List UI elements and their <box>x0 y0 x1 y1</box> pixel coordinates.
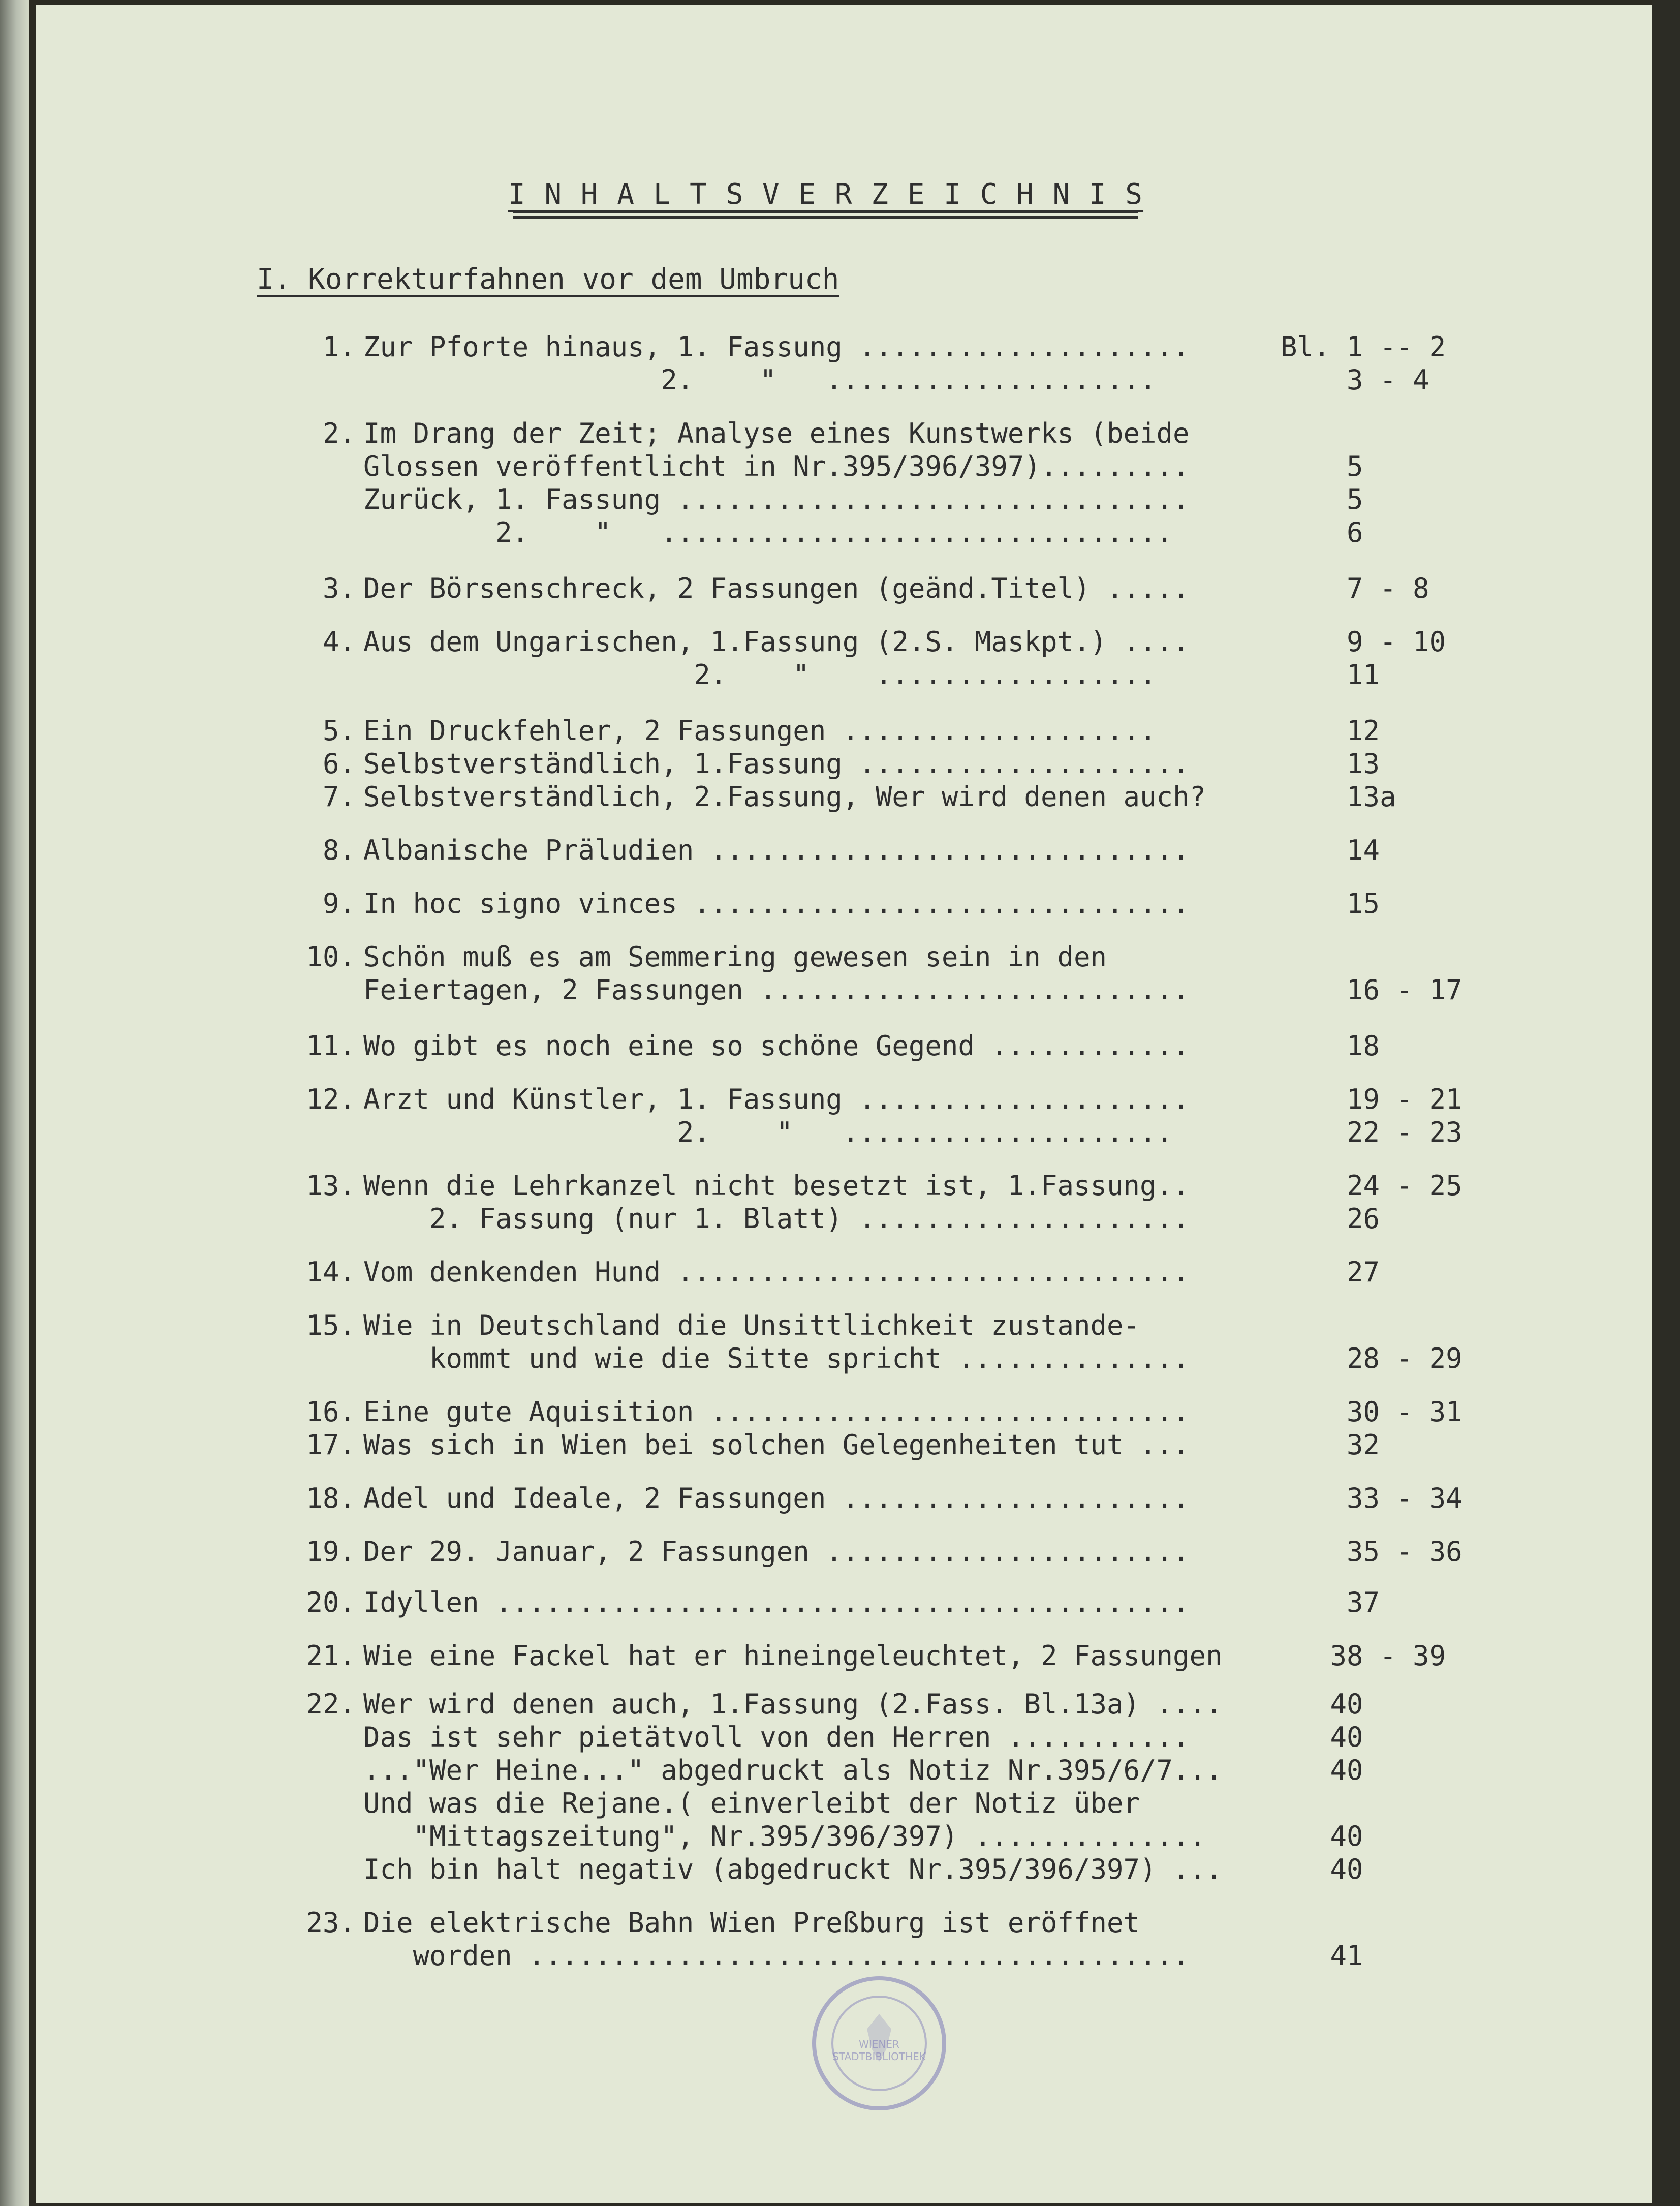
toc-entry-number: 2. <box>322 417 356 449</box>
toc-entry-number: 17. <box>306 1429 356 1461</box>
toc-entry-pages: 5 <box>1281 450 1363 482</box>
toc-entry-pages: 40 <box>1281 1721 1363 1753</box>
toc-entry-number: 3. <box>322 572 356 604</box>
toc-entry-title: Zur Pforte hinaus, 1. Fassung .................... <box>363 331 1190 363</box>
toc-entry-number: 11. <box>306 1030 356 1062</box>
toc-entry-number: 18. <box>306 1482 356 1514</box>
toc-entry-number: 22. <box>306 1688 356 1720</box>
toc-entry-title: Schön muß es am Semmering gewesen sein in den <box>363 941 1107 973</box>
stamp-legend: WIENER STADTBIBLIOTHEK <box>832 2038 926 2063</box>
toc-entry-pages: 18 <box>1281 1030 1380 1062</box>
toc-entry-pages: 3 - 4 <box>1281 364 1429 396</box>
toc-entry-pages: 38 - 39 <box>1281 1640 1446 1672</box>
toc-entry-number: 16. <box>306 1396 356 1428</box>
toc-entry-pages: 40 <box>1281 1754 1363 1786</box>
toc-entry-pages: 12 <box>1281 715 1380 747</box>
toc-entry-title: 2. " .................... <box>363 1116 1173 1148</box>
toc-entry-number: 7. <box>322 781 356 813</box>
toc-entry-number: 20. <box>306 1586 356 1618</box>
toc-entry-title: In hoc signo vinces .............................. <box>363 887 1190 920</box>
toc-entry-pages: 9 - 10 <box>1281 626 1446 658</box>
toc-entry-title: worden ........................................ <box>363 1940 1190 1972</box>
toc-entry-title: Vom denkenden Hund ............................... <box>363 1256 1190 1288</box>
toc-entry-title: Arzt und Künstler, 1. Fassung .................... <box>363 1083 1190 1115</box>
toc-entry-pages: 41 <box>1281 1940 1363 1972</box>
toc-entry-title: Ich bin halt negativ (abgedruckt Nr.395/396/397) ... <box>363 1853 1223 1885</box>
toc-entry-pages: 33 - 34 <box>1281 1482 1463 1514</box>
toc-entry-pages: 40 <box>1281 1688 1363 1720</box>
toc-entry-number: 10. <box>306 941 356 973</box>
toc-entry-pages: 28 - 29 <box>1281 1342 1463 1374</box>
toc-entry-number: 13. <box>306 1170 356 1202</box>
toc-entry-title: 2. " ................. <box>363 659 1157 691</box>
toc-entry-pages: 32 <box>1281 1429 1380 1461</box>
document-title: I N H A L T S V E R Z E I C H N I S <box>508 178 1144 211</box>
title-double-rule <box>513 211 1138 220</box>
toc-entry-title: "Mittagszeitung", Nr.395/396/397) .............. <box>363 1820 1206 1852</box>
toc-entry-title: Der 29. Januar, 2 Fassungen ...................... <box>363 1536 1190 1568</box>
toc-entry-pages: 6 <box>1281 516 1363 548</box>
toc-entry-title: 2. Fassung (nur 1. Blatt) .................... <box>363 1203 1190 1235</box>
toc-entry-pages: 13 <box>1281 748 1380 780</box>
toc-entry-title: Das ist sehr pietätvoll von den Herren ........... <box>363 1721 1190 1753</box>
toc-entry-title: Im Drang der Zeit; Analyse eines Kunstwerks (beide <box>363 417 1190 449</box>
toc-entry-pages: 40 <box>1281 1853 1363 1885</box>
toc-entry-pages: 26 <box>1281 1203 1380 1235</box>
toc-entry-pages: 11 <box>1281 659 1380 691</box>
toc-entry-title: Feiertagen, 2 Fassungen .......................... <box>363 974 1190 1006</box>
toc-entry-number: 4. <box>322 626 356 658</box>
toc-entry-title: Aus dem Ungarischen, 1.Fassung (2.S. Maskpt.) .... <box>363 626 1190 658</box>
toc-entry-title: Idyllen .......................................... <box>363 1586 1190 1618</box>
toc-entry-pages: 16 - 17 <box>1281 974 1463 1006</box>
toc-entry-pages: 15 <box>1281 887 1380 920</box>
toc-entry-pages: 27 <box>1281 1256 1380 1288</box>
toc-entry-title: kommt und wie die Sitte spricht .............. <box>363 1342 1190 1374</box>
toc-entry-pages: 24 - 25 <box>1281 1170 1463 1202</box>
toc-entry-pages: 14 <box>1281 834 1380 866</box>
toc-entry-number: 15. <box>306 1309 356 1341</box>
toc-entry-pages: 35 - 36 <box>1281 1536 1463 1568</box>
toc-entry-title: Ein Druckfehler, 2 Fassungen ................... <box>363 715 1157 747</box>
toc-entry-pages: 13a <box>1281 781 1396 813</box>
toc-entry-title: Glossen veröffentlicht in Nr.395/396/397)......... <box>363 450 1190 482</box>
page-edge <box>1652 0 1680 2206</box>
toc-entry-title: Und was die Rejane.( einverleibt der Notiz über <box>363 1787 1140 1819</box>
toc-entry-title: Wie in Deutschland die Unsittlichkeit zustande- <box>363 1309 1140 1341</box>
toc-entry-pages: 22 - 23 <box>1281 1116 1463 1148</box>
toc-entry-title: Was sich in Wien bei solchen Gelegenheiten tut ... <box>363 1429 1190 1461</box>
toc-entry-number: 21. <box>306 1640 356 1672</box>
toc-entry-number: 5. <box>322 715 356 747</box>
toc-entry-title: Eine gute Aquisition ............................. <box>363 1396 1190 1428</box>
toc-entry-number: 23. <box>306 1907 356 1939</box>
toc-entry-title: Selbstverständlich, 1.Fassung .................... <box>363 748 1190 780</box>
toc-entry-title: Wo gibt es noch eine so schöne Gegend ............ <box>363 1030 1190 1062</box>
toc-entry-title: ..."Wer Heine..." abgedruckt als Notiz Nr.395/6/7... <box>363 1754 1223 1786</box>
toc-entry-number: 8. <box>322 834 356 866</box>
toc-entry-pages: 30 - 31 <box>1281 1396 1463 1428</box>
toc-entry-number: 14. <box>306 1256 356 1288</box>
toc-entry-title: Zurück, 1. Fassung ............................... <box>363 483 1190 515</box>
toc-entry-pages: 5 <box>1281 483 1363 515</box>
binding-spine <box>0 0 29 2206</box>
toc-entry-pages: Bl. 1 -- 2 <box>1281 331 1446 363</box>
toc-entry-title: Die elektrische Bahn Wien Preßburg ist eröffnet <box>363 1907 1140 1939</box>
toc-entry-pages: 19 - 21 <box>1281 1083 1463 1115</box>
toc-entry-number: 12. <box>306 1083 356 1115</box>
toc-entry-title: 2. " .................... <box>363 364 1157 396</box>
toc-entry-title: Adel und Ideale, 2 Fassungen ..................... <box>363 1482 1190 1514</box>
toc-entry-title: Selbstverständlich, 2.Fassung, Wer wird denen auch? <box>363 781 1206 813</box>
toc-entry-title: Der Börsenschreck, 2 Fassungen (geänd.Titel) ..... <box>363 572 1190 604</box>
toc-entry-title: Albanische Präludien ............................. <box>363 834 1190 866</box>
toc-entry-number: 6. <box>322 748 356 780</box>
toc-entry-number: 1. <box>322 331 356 363</box>
section-heading: I. Korrekturfahnen vor dem Umbruch <box>257 263 839 296</box>
toc-entry-pages: 40 <box>1281 1820 1363 1852</box>
toc-entry-number: 9. <box>322 887 356 920</box>
toc-entry-title: Wer wird denen auch, 1.Fassung (2.Fass. Bl.13a) .... <box>363 1688 1223 1720</box>
toc-entry-title: Wie eine Fackel hat er hineingeleuchtet, 2 Fassungen <box>363 1640 1223 1672</box>
toc-entry-title: 2. " ............................... <box>363 516 1173 548</box>
toc-entry-title: Wenn die Lehrkanzel nicht besetzt ist, 1.Fassung.. <box>363 1170 1190 1202</box>
toc-entry-pages: 37 <box>1281 1586 1380 1618</box>
toc-entry-number: 19. <box>306 1536 356 1568</box>
toc-entry-pages: 7 - 8 <box>1281 572 1429 604</box>
